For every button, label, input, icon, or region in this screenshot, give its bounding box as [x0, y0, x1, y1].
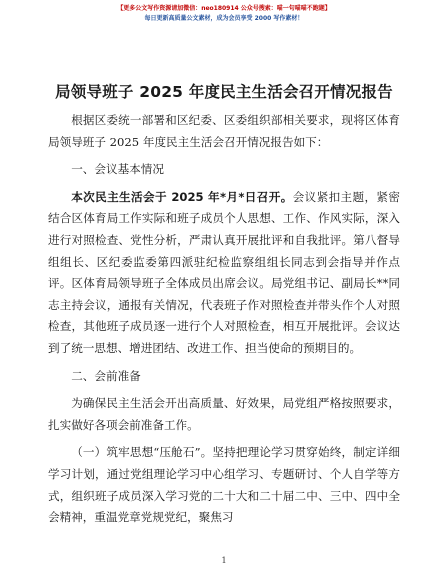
section-heading-2: 二、会前准备	[71, 368, 141, 383]
theory-study-paragraph: （一）筑牢思想“压舱石”。坚持把理论学习贯穿始终，制定详细学习计划，通过党组理论学习中心组学习、专题研讨、个人自学等方式，组织班子成员深入学习党的二十大和二十届二中、三中、四中全会精神，重温党章党规党纪，聚焦习	[48, 445, 400, 525]
banner-line-2: 每日更新高质量公文素材，成为会员享受 2000 写作素材！	[144, 15, 304, 22]
meeting-date-sentence: 本次民主生活会于 2025 年*月*日召开。	[71, 189, 293, 204]
promo-banner	[0, 4, 448, 24]
meeting-paragraph	[48, 187, 400, 360]
preparation-paragraph: 为确保民主生活会开出高质量、好效果，局党组严格按照要求，扎实做好各项会前准备工作。	[48, 396, 400, 432]
section-heading-1: 一、会议基本情况	[71, 162, 164, 177]
page-number: 1	[221, 556, 227, 565]
report-title: 局领导班子 2025 年度民主生活会召开情况报告	[55, 83, 393, 101]
banner-line-1: 【更多公文写作资源请加微信：neo180914 公众号搜索：喵一句喵喵不跑题】	[117, 5, 331, 12]
meeting-details: 会议紧扣主题，紧密结合区体育局工作实际和班子成员个人思想、工作、作风实际，深入进行对照检查、党性分析，严肃认真开展批评和自我批评。第八督导组组长、区纪委监委第四派驻纪检监察组组长同志到会指导并作点评。区体育局领导班子全体成员出席会议。局党组书记、副局长**同志主持会议，通报有关情况，代表班子作对照检查并带头作个人对照检查，其他班子成员逐一进行个人对照检查，相互开展批评。会议达到了统一思想、增进团结、改进工作、担当使命的预期目的。	[48, 189, 400, 355]
report-body	[48, 110, 400, 529]
intro-paragraph: 根据区委统一部署和区纪委、区委组织部相关要求，现将区体育局领导班子 2025 年度民主生活会召开情况报告如下：	[48, 113, 400, 149]
